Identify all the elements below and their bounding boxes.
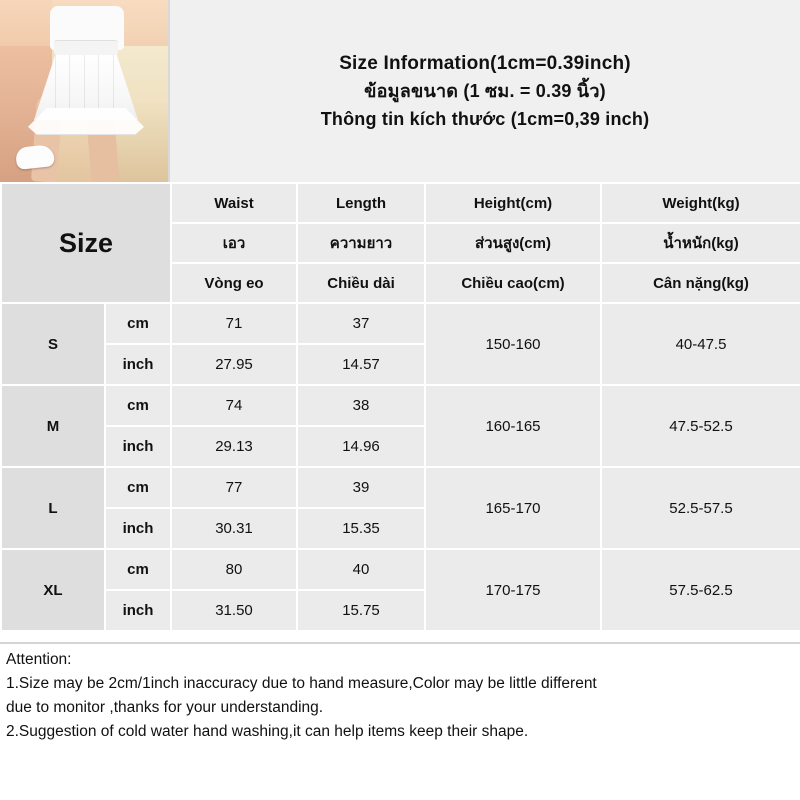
unit-inch-m: inch — [105, 426, 171, 467]
waist-cm-l: 77 — [171, 467, 297, 508]
title-vietnamese: Thông tin kích thước (1cm=0,39 inch) — [320, 108, 650, 129]
table-row — [1, 385, 800, 426]
title-block — [168, 0, 800, 182]
unit-inch-xl: inch — [105, 590, 171, 631]
weight-l: 52.5-57.5 — [601, 467, 800, 549]
length-cm-l: 39 — [297, 467, 425, 508]
height-xl: 170-175 — [425, 549, 601, 631]
table-row — [1, 303, 800, 344]
column-header-height-th: ส่วนสูง(cm) — [425, 223, 601, 263]
product-ruffle-hem — [28, 108, 144, 135]
attention-line-1: 1.Size may be 2cm/1inch inaccuracy due to hand measure,Color may be little different — [6, 674, 597, 692]
weight-xl: 57.5-62.5 — [601, 549, 800, 631]
waist-inch-xl: 31.50 — [171, 590, 297, 631]
unit-cm-xl: cm — [105, 549, 171, 590]
title-thai: ข้อมูลขนาด (1 ซม. = 0.39 นิ้ว) — [364, 81, 606, 102]
column-header-waist-vi: Vòng eo — [171, 263, 297, 303]
length-inch-xl: 15.75 — [297, 590, 425, 631]
length-cm-s: 37 — [297, 303, 425, 344]
table-header-row-en — [1, 183, 800, 223]
row-size-xl: XL — [1, 549, 105, 631]
row-size-s: S — [1, 303, 105, 385]
unit-cm-s: cm — [105, 303, 171, 344]
column-header-length-en: Length — [297, 183, 425, 223]
column-header-length-th: ความยาว — [297, 223, 425, 263]
height-m: 160-165 — [425, 385, 601, 467]
length-inch-s: 14.57 — [297, 344, 425, 385]
length-inch-l: 15.35 — [297, 508, 425, 549]
column-header-waist-en: Waist — [171, 183, 297, 223]
column-header-height-en: Height(cm) — [425, 183, 601, 223]
unit-cm-m: cm — [105, 385, 171, 426]
length-cm-m: 38 — [297, 385, 425, 426]
waist-cm-xl: 80 — [171, 549, 297, 590]
product-waistband — [54, 40, 118, 55]
weight-s: 40-47.5 — [601, 303, 800, 385]
column-header-weight-th: น้ำหนัก(kg) — [601, 223, 800, 263]
weight-m: 47.5-52.5 — [601, 385, 800, 467]
attention-line-2: due to monitor ,thanks for your understanding. — [6, 698, 324, 716]
waist-inch-l: 30.31 — [171, 508, 297, 549]
product-photo — [0, 0, 168, 182]
attention-line-3: 2.Suggestion of cold water hand washing,it can help items keep their shape. — [6, 722, 529, 740]
waist-inch-m: 29.13 — [171, 426, 297, 467]
waist-cm-m: 74 — [171, 385, 297, 426]
header-section — [0, 0, 800, 182]
column-header-height-vi: Chiều cao(cm) — [425, 263, 601, 303]
unit-inch-l: inch — [105, 508, 171, 549]
column-header-weight-vi: Cân nặng(kg) — [601, 263, 800, 303]
model-shoe — [15, 144, 55, 170]
column-header-length-vi: Chiều dài — [297, 263, 425, 303]
unit-cm-l: cm — [105, 467, 171, 508]
row-size-l: L — [1, 467, 105, 549]
waist-inch-s: 27.95 — [171, 344, 297, 385]
column-header-waist-th: เอว — [171, 223, 297, 263]
attention-heading: Attention: — [6, 651, 72, 668]
title-english: Size Information(1cm=0.39inch) — [339, 52, 631, 74]
size-header-label: Size — [58, 227, 114, 258]
height-s: 150-160 — [425, 303, 601, 385]
unit-inch-s: inch — [105, 344, 171, 385]
length-cm-xl: 40 — [297, 549, 425, 590]
table-row — [1, 549, 800, 590]
waist-cm-s: 71 — [171, 303, 297, 344]
size-header-cell — [1, 183, 171, 303]
size-table — [0, 182, 800, 632]
table-row — [1, 467, 800, 508]
length-inch-m: 14.96 — [297, 426, 425, 467]
attention-section — [0, 642, 800, 800]
row-size-m: M — [1, 385, 105, 467]
column-header-weight-en: Weight(kg) — [601, 183, 800, 223]
height-l: 165-170 — [425, 467, 601, 549]
